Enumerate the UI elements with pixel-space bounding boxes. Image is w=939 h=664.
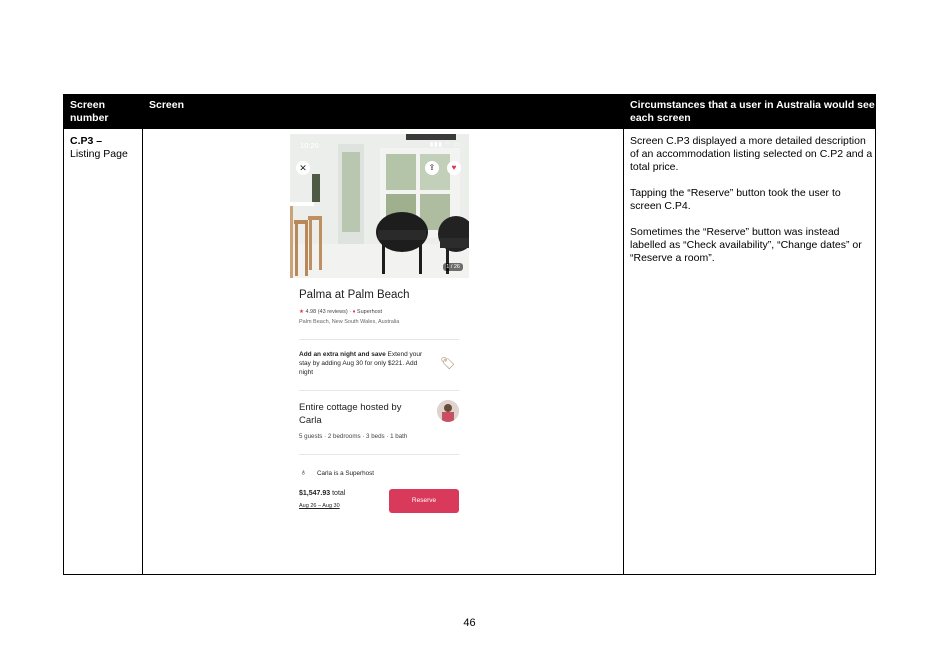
close-icon[interactable]: ✕ bbox=[296, 161, 310, 175]
host-title: Entire cottage hosted by Carla bbox=[299, 402, 402, 426]
column-divider bbox=[623, 95, 624, 574]
promo-text bbox=[299, 350, 427, 377]
tag-icon: 🏷 bbox=[440, 356, 456, 370]
price-value: $1,547.93 bbox=[299, 490, 331, 497]
content-table bbox=[63, 94, 876, 575]
medal-icon: ♁ bbox=[300, 467, 307, 477]
superhost-text: Carla is a Superhost bbox=[317, 470, 375, 477]
listing-photo bbox=[290, 134, 469, 278]
stay-dates[interactable]: Aug 26 – Aug 30 bbox=[299, 503, 340, 509]
medal-icon: ♦ bbox=[352, 309, 356, 315]
price-suffix: total bbox=[332, 490, 346, 497]
add-night-link[interactable]: Add night bbox=[299, 360, 418, 376]
circumstance-paragraph: Screen C.P3 displayed a more detailed description of an accommodation listing selected on C.P2 and a total price. bbox=[630, 135, 873, 173]
listing-location[interactable]: Palm Beach, New South Wales, Australia bbox=[299, 319, 400, 325]
column-divider bbox=[142, 95, 143, 574]
reserve-button[interactable]: Reserve bbox=[389, 489, 459, 513]
share-icon[interactable]: ⇪ bbox=[425, 161, 439, 175]
promo-body: Extend your stay by adding Aug 30 for only $221. bbox=[299, 351, 423, 367]
header-screen: Screen bbox=[149, 99, 185, 111]
screen-name: Listing Page bbox=[70, 148, 128, 160]
star-icon: ★ bbox=[299, 309, 304, 315]
phone-screenshot bbox=[290, 134, 469, 520]
circumstances-cell bbox=[630, 135, 873, 278]
heart-icon[interactable]: ♥ bbox=[447, 161, 461, 175]
screen-number-cell bbox=[70, 135, 140, 161]
page-number: 46 bbox=[463, 617, 476, 629]
circumstance-paragraph: Tapping the “Reserve” button took the user to screen C.P4. bbox=[630, 187, 841, 212]
header-screen-number: Screen number bbox=[70, 99, 109, 124]
review-count[interactable]: (43 reviews) bbox=[317, 309, 348, 315]
divider bbox=[299, 454, 459, 455]
status-time: 10:20 bbox=[300, 141, 319, 150]
screen-id: C.P3 – bbox=[70, 135, 103, 147]
listing-title: Palma at Palm Beach bbox=[299, 289, 410, 301]
host-details: 5 guests · 2 bedrooms · 3 beds · 1 bath bbox=[299, 433, 408, 440]
table-header bbox=[64, 95, 875, 129]
superhost-badge: Superhost bbox=[356, 309, 382, 315]
separator: · bbox=[349, 309, 353, 315]
divider bbox=[299, 339, 459, 340]
status-icons: ▮▮▮ ◠ ▭ bbox=[429, 142, 461, 148]
circumstance-paragraph: Sometimes the “Reserve” button was instead labelled as “Check availability”, “Change dates” or “Reserve a room”. bbox=[630, 226, 862, 264]
total-price bbox=[299, 490, 345, 497]
promo-heading: Add an extra night and save bbox=[299, 351, 386, 358]
rating-line bbox=[299, 309, 382, 315]
photo-counter: 1 / 26 bbox=[443, 263, 463, 271]
host-avatar[interactable] bbox=[437, 400, 459, 422]
rating-value: 4.98 bbox=[305, 309, 317, 315]
divider bbox=[299, 390, 459, 391]
header-circumstances: Circumstances that a user in Australia would see each screen bbox=[630, 99, 875, 124]
